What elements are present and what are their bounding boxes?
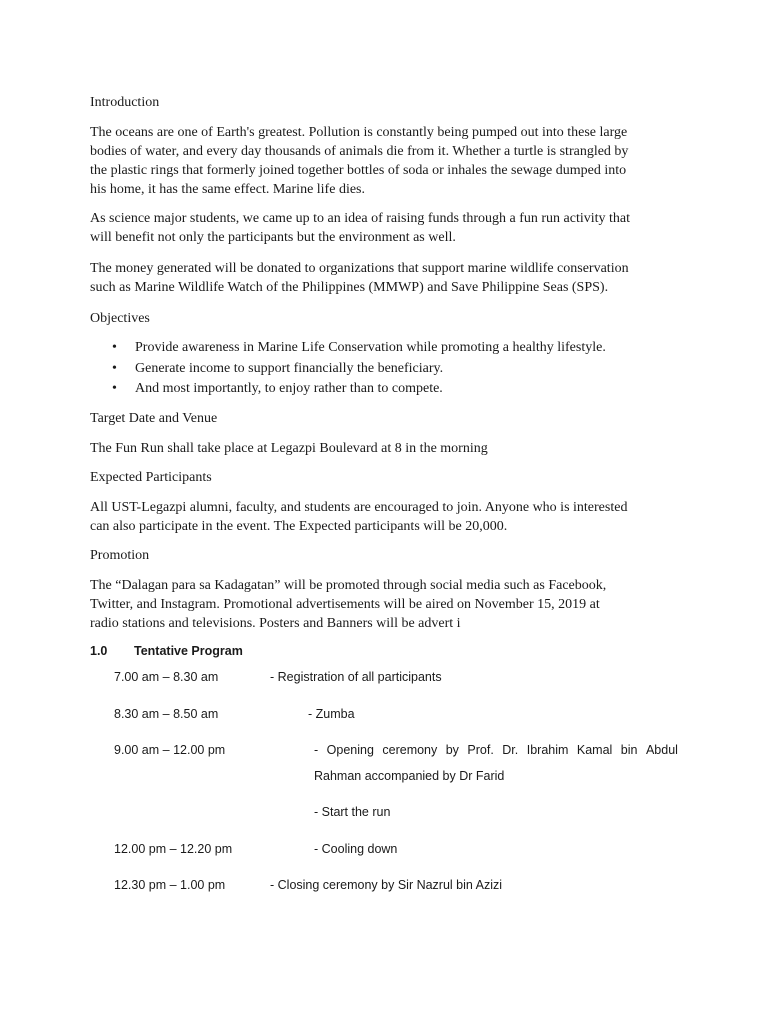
program-time: 12.30 pm – 1.00 pm bbox=[114, 878, 226, 892]
bullet-icon: • bbox=[112, 340, 117, 355]
text-line: Twitter, and Instagram. Promotional advertisements will be aired on November 15, 2019 at bbox=[90, 597, 600, 612]
participants-heading: Expected Participants bbox=[90, 470, 212, 485]
text-line: will benefit not only the participants but the environment as well. bbox=[90, 230, 456, 245]
list-item: • And most importantly, to enjoy rather than to compete. bbox=[90, 379, 690, 400]
target-heading: Target Date and Venue bbox=[90, 411, 218, 426]
participants-paragraph bbox=[90, 498, 690, 536]
target-text: The Fun Run shall take place at Legazpi Boulevard at 8 in the morning bbox=[90, 441, 488, 456]
section-number: 1.0 bbox=[90, 644, 108, 658]
program-time: 12.00 pm – 12.20 pm bbox=[114, 842, 233, 856]
program-activity: - Cooling down bbox=[314, 842, 398, 856]
program-activity-extra: - Start the run bbox=[314, 805, 391, 819]
bullet-icon: • bbox=[112, 360, 117, 376]
program-time: 7.00 am – 8.30 am bbox=[114, 670, 219, 684]
text-line: The oceans are one of Earth's greatest. Pollution is constantly being pumped out into these large bbox=[90, 125, 628, 140]
promotion-paragraph bbox=[90, 576, 690, 633]
text-line: The “Dalagan para sa Kadagatan” will be promoted through social media such as Facebook, bbox=[90, 578, 607, 593]
text-line: the plastic rings that formerly joined together bottles of soda or inhales the sewage dumped into bbox=[90, 163, 627, 178]
text-line: such as Marine Wildlife Watch of the Philippines (MMWP) and Save Philippine Seas (SPS). bbox=[90, 280, 609, 295]
text-line: his home, it has the same effect. Marine life dies. bbox=[90, 182, 365, 197]
introduction-paragraph-2 bbox=[90, 209, 690, 247]
introduction-paragraph-1 bbox=[90, 123, 690, 199]
list-item: • Generate income to support financially the beneficiary. bbox=[90, 359, 690, 380]
program-activity-continued: Rahman accompanied by Dr Farid bbox=[314, 769, 505, 783]
text-line: radio stations and televisions. Posters and Banners will be advert i bbox=[90, 616, 461, 631]
text-line: All UST-Legazpi alumni, faculty, and students are encouraged to join. Anyone who is interested bbox=[90, 500, 628, 515]
objectives-list bbox=[90, 338, 690, 400]
text-line: can also participate in the event. The Expected participants will be 20,000. bbox=[90, 519, 508, 534]
section-title: Tentative Program bbox=[134, 644, 243, 658]
program-activity: - Closing ceremony by Sir Nazrul bin Azizi bbox=[270, 878, 503, 892]
text-line: As science major students, we came up to an idea of raising funds through a fun run activity that bbox=[90, 211, 631, 226]
bullet-icon: • bbox=[112, 381, 117, 396]
program-activity: - Opening ceremony by Prof. Dr. Ibrahim Kamal bin Abdul bbox=[314, 743, 678, 757]
introduction-paragraph-3 bbox=[90, 259, 690, 297]
text-line: The money generated will be donated to organizations that support marine wildlife conservation bbox=[90, 261, 629, 276]
introduction-heading: Introduction bbox=[90, 95, 160, 110]
objectives-heading: Objectives bbox=[90, 311, 150, 326]
program-time: 9.00 am – 12.00 pm bbox=[114, 743, 226, 757]
list-item: • Provide awareness in Marine Life Conservation while promoting a healthy lifestyle. bbox=[90, 338, 690, 359]
program-activity: - Zumba bbox=[308, 707, 355, 721]
program-time: 8.30 am – 8.50 am bbox=[114, 707, 219, 721]
promotion-heading: Promotion bbox=[90, 548, 150, 563]
program-activity: - Registration of all participants bbox=[270, 670, 442, 684]
text-line: bodies of water, and every day thousands of animals die from it. Whether a turtle is strangled by bbox=[90, 144, 629, 159]
